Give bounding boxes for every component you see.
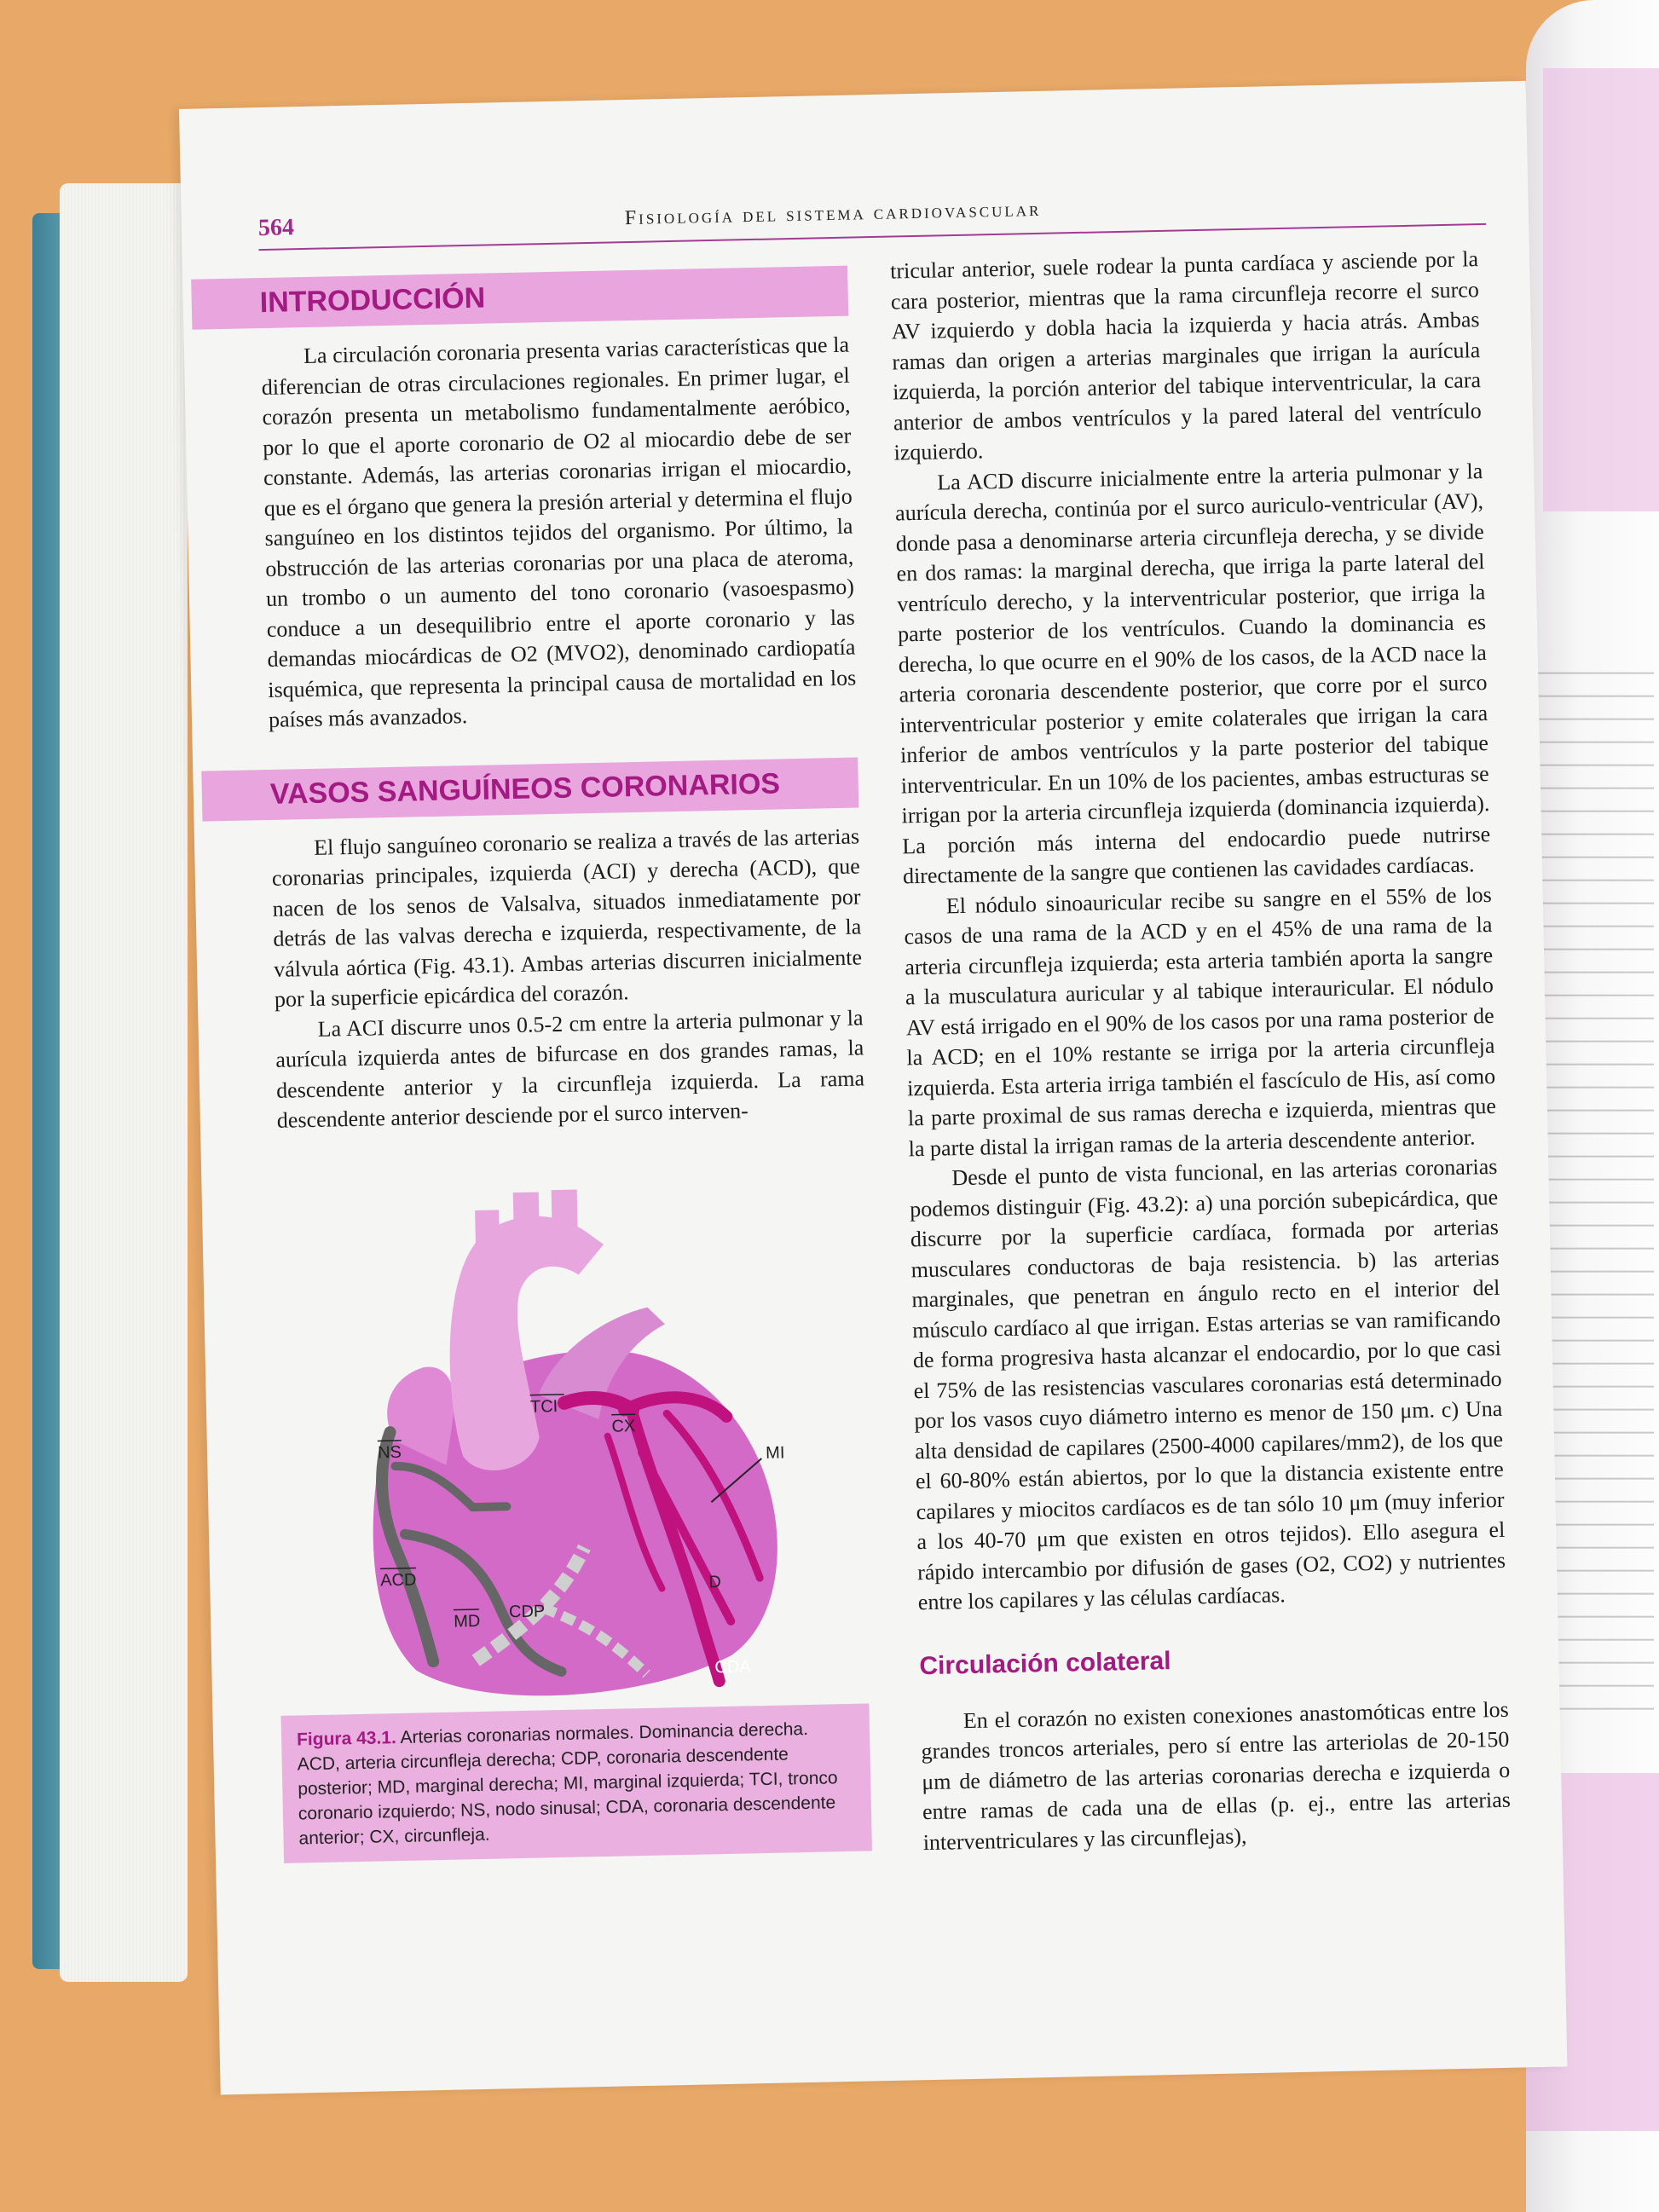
label-d: D: [708, 1572, 722, 1591]
aorta-branch-3: [552, 1189, 578, 1228]
label-cda: CDA: [714, 1656, 751, 1677]
intro-paragraph: La circulación coronaria presenta varias características que la diferencian de otras circulaciones regionales. En primer lugar, el corazón presenta un metabolismo fundamentalmente aeróbico, por lo que el aporte coronario de O2 al miocardio debe de ser constante. Además, las arterias coronarias irrigan el miocardio, que es el órgano que genera la presión arterial y determina el flujo sanguíneo en los distintos tejidos del organismo. Por último, la obstrucción de las arterias coronarias por una placa de ateroma, un trombo o un aumento del tono coronario (vasoespasmo) conduce a un desequilibrio entre el aporte coronario y las demandas miocárdicas de O2 (MVO2), denominado cardiopatía isquémica, que representa la principal causa de mortalidad en los países más avanzados.: [261, 332, 857, 732]
label-md-bar: [454, 1609, 479, 1610]
aorta-branch-1: [475, 1210, 500, 1245]
right-paragraph-1: tricular anterior, suele rodear la punta cardíaca y asciende por la cara posterior, mientras que la rama circunfleja recorre el surco AV izquierdo y dobla hacia la izquierda y hacia atrás. Ambas ramas dan origen a arterias marginales que irrigan la aurícula izquierda, la porción anterior del tabique interventricular, la cara anterior de ambos ventrículos y la pared lateral del ventrículo izquierdo.: [889, 246, 1483, 465]
label-mi: MI: [765, 1442, 785, 1463]
right-paragraph-3: El nódulo sinoauricular recibe su sangre en el 55% de los casos de una rama de la ACD y en el 45% de una rama de la arteria circunfleja izquierda; esta arteria también aporta la sangre a la musculatura auricular y al tabique interauricular. El nódulo AV está irrigado en el 90% de los casos por una rama posterior de la ACD; en el 10% restante se irriga por la arteria circunfleja izquierda. Esta arteria irriga también el fascículo de His, así como la parte proximal de sus ramas derecha e izquierda, mientras que la parte distal la irrigan ramas de la arteria descendente anterior.: [904, 881, 1497, 1161]
label-md: MD: [453, 1611, 481, 1632]
figure-caption-label: Figura 43.1.: [296, 1727, 397, 1750]
left-column: [259, 266, 881, 1863]
figure-caption-text: Arterias coronarias normales. Dominancia derecha. ACD, arteria circunfleja derecha; CDP, coronaria descendente posterior; MD, marginal derecha; MI, marginal izquierda; TCI, tronco coronario izquierdo; NS, nodo sinusal; CDA, coronaria descendente anterior; CX, circunfleja.: [297, 1718, 838, 1848]
heart-diagram: [279, 1175, 878, 1715]
label-tci: TCI: [529, 1396, 558, 1417]
page-header: [257, 184, 1486, 251]
figure-caption: [280, 1703, 871, 1863]
running-title: Fisiología del sistema cardiovascular: [624, 198, 1042, 230]
right-paragraph-5: En el corazón no existen conexiones anastomóticas entre los grandes troncos arteriales, pero sí entre las arteriolas de 20-150 μm de diámetro de las arterias coronarias derecha e izquierda o entre ramas de cada una de ellas (p. ej., entre las arterias interventriculares y las circunflejas),: [921, 1696, 1512, 1855]
page-number: 564: [257, 214, 295, 242]
label-ns: NS: [377, 1442, 402, 1462]
label-cx-bar: [611, 1414, 635, 1415]
right-column: [890, 244, 1512, 1857]
heart-figure: [279, 1175, 878, 1715]
vasos-heading: VASOS SANGUÍNEOS CORONARIOS: [201, 757, 858, 821]
right-paragraph-4: Desde el punto de vista funcional, en las arterias coronarias podemos distinguir (Fig. 43.2): a) una porción subepicárdica, que discurre por la superficie cardíaca, formada por arterias musculares conductoras de baja resistencia. b) las arterias marginales, que penetran en ángulo recto en el interior del músculo cardíaco al que irrigan. Estas arterias se van ramificando de forma progresiva hasta alcanzar el endocardio, por lo que casi el 75% de las resistencias vasculares coronarias está determinado por los vasos cuyo diámetro interno es menor de 150 μm. c) Una alta densidad de capilares (2500-4000 capilares/mm2), de los que el 60-80% están abiertos, por lo que la distancia existente entre capilares y miocitos cardíacos es de tan sólo 10 μm (muy inferior a los 40-70 μm que existen en otros tejidos). Ello asegura el rápido intercambio por difusión de gases (O2, CO2) y nutrientes entre los capilares y las células cardíacas.: [909, 1153, 1506, 1615]
adjacent-figure-tint: [1543, 68, 1659, 511]
right-paragraph-2: La ACD discurre inicialmente entre la arteria pulmonar y la aurícula derecha, continúa por el surco auriculo-ventricular (AV), donde pasa a denominarse arteria circunfleja derecha, y se divide en dos ramas: la marginal derecha, que irriga la parte lateral del ventrículo derecho, y la interventricular posterior, que irriga la parte posterior de los ventrículos. Cuando la dominancia es derecha, lo que ocurre en el 90% de los casos, de la ACD nace la arteria coronaria descendente posterior, que corre por el surco interventricular posterior y emite colaterales que irrigan la cara inferior de ambos ventrículos y la parte posterior del tabique interventricular. En un 10% de los pacientes, ambas estructuras se irrigan por la arteria circunfleja izquierda (dominancia izquierda). La porción más interna del endocardio puede nutrirse directamente de la sangre que contienen las cavidades cardíacas.: [894, 458, 1491, 889]
vasos-paragraph-2: La ACI discurre unos 0.5-2 cm entre la arteria pulmonar y la aurícula izquierda antes de bifurcase en dos grandes ramas, la descendente anterior y la circunfleja izquierda. La rama descendente anterior desciende por el surco interven-: [275, 1004, 865, 1133]
label-tci-bar: [530, 1394, 564, 1395]
book-page: [179, 81, 1567, 2095]
label-cdp: CDP: [508, 1601, 546, 1621]
aorta-branch-2: [513, 1192, 540, 1227]
colateral-heading: Circulación colateral: [919, 1646, 1171, 1680]
intro-heading: INTRODUCCIÓN: [191, 266, 848, 330]
page-stack: [60, 183, 188, 1982]
label-cx: CX: [611, 1416, 636, 1436]
label-ns-bar: [378, 1440, 402, 1441]
label-acd: ACD: [379, 1570, 417, 1590]
vasos-paragraph-1: El flujo sanguíneo coronario se realiza a través de las arterias coronarias principales, izquierda (ACI) y derecha (ACD), que nacen de los senos de Valsalva, situados inmediatamente por detrás de las valvas derecha e izquierda, respectivamente, de la válvula aórtica (Fig. 43.1). Ambas arterias discurren inicialmente por la superficie epicárdica del corazón.: [271, 823, 863, 1012]
